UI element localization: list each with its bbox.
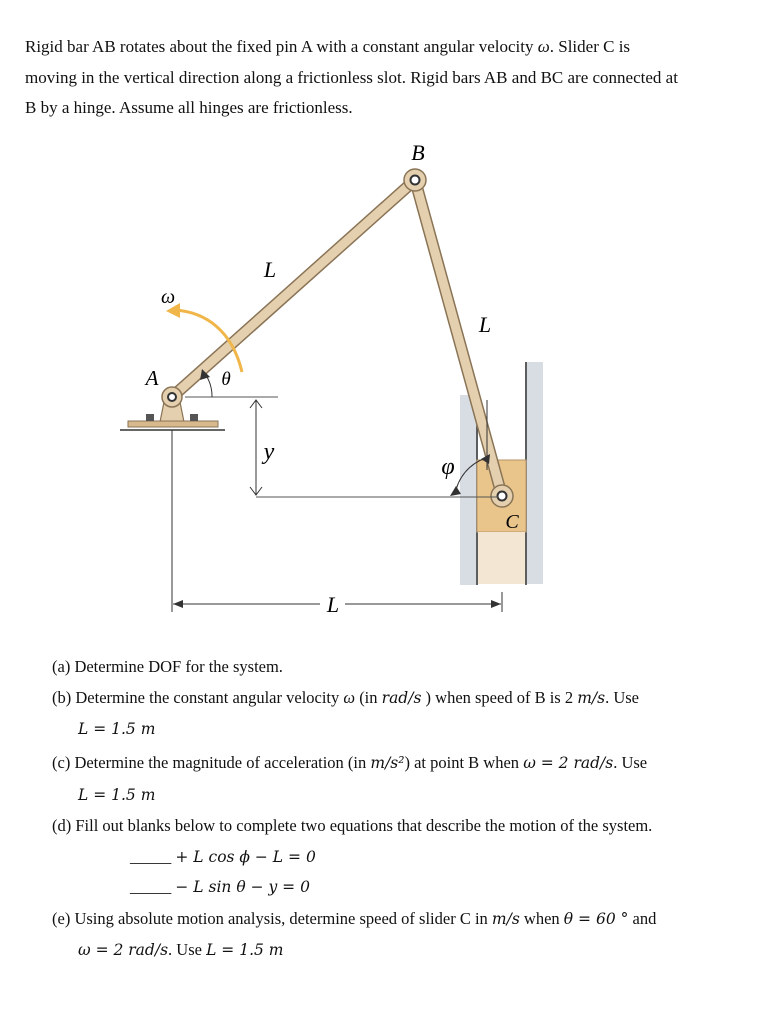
- label-omega: ω: [160, 286, 176, 308]
- label-l-bottom: L: [326, 592, 340, 617]
- label-b: B: [411, 140, 425, 165]
- blank-1[interactable]: _____: [130, 847, 172, 866]
- mechanism-figure: [0, 130, 773, 620]
- label-phi: φ: [441, 454, 455, 480]
- label-theta: θ: [221, 369, 231, 390]
- problem-statement: [25, 32, 725, 124]
- label-c: C: [505, 511, 519, 533]
- intro-line-2: moving in the vertical direction along a frictionless slot. Rigid bars AB and BC are connected at: [25, 67, 678, 87]
- question-e-values: ω = 2 rad/s. Use L = 1.5 m: [78, 940, 284, 959]
- label-l-ab: L: [263, 257, 277, 282]
- label-y: y: [263, 439, 275, 465]
- question-b-length: L = 1.5 m: [78, 720, 156, 738]
- equation-1: _____ + L cos ϕ − L = 0: [130, 847, 316, 866]
- question-b: (b) Determine the constant angular velocity ω (in rad/s ) when speed of B is 2 m/s. Use: [52, 688, 640, 707]
- pin-support-a: [120, 387, 225, 430]
- blank-2[interactable]: _____: [130, 877, 172, 896]
- question-e: (e) Using absolute motion analysis, determine speed of slider C in m/s when θ = 60 ° and: [52, 909, 657, 928]
- question-c: (c) Determine the magnitude of acceleration (in m/s²) at point B when ω = 2 rad/s. Use: [52, 753, 648, 772]
- slot-wall-left: [460, 395, 478, 585]
- intro-line-3: B by a hinge. Assume all hinges are frictionless.: [25, 98, 353, 117]
- label-l-bc: L: [478, 312, 492, 337]
- question-c-length: L = 1.5 m: [78, 786, 156, 804]
- slot-wall-right: [525, 362, 543, 584]
- equation-2: _____ − L sin θ − y = 0: [130, 877, 310, 896]
- question-d: (d) Fill out blanks below to complete two equations that describe the motion of the system.: [52, 816, 653, 835]
- label-a: A: [145, 366, 159, 390]
- question-a: (a) Determine DOF for the system.: [52, 657, 283, 676]
- intro-line-1: Rigid bar AB rotates about the fixed pin A with a constant angular velocity ω. Slider C is: [25, 37, 631, 56]
